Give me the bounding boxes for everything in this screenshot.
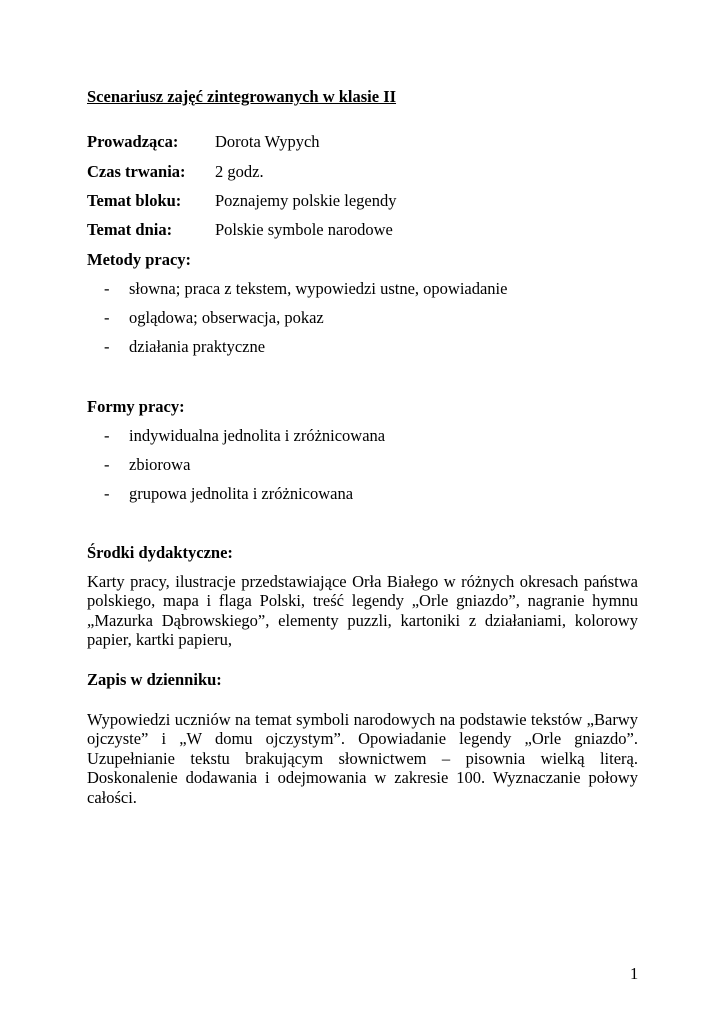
list-item-text: grupowa jednolita i zróżnicowana — [129, 484, 354, 503]
methods-heading: Metody pracy: — [87, 250, 192, 269]
journal-paragraph: Wypowiedzi uczniów na temat symboli narodowych na podstawie tekstów „Barwy ojczyste” i „W domu ojczystym”. Opowiadanie legendy „Orle gniazdo”. Uzupełnianie tekstu brakującym słownictwem – pisownia wielką literą. Doskonalenie dodawania i odejmowania w zakresie 100. Wyznaczanie połowy całości. — [87, 710, 638, 807]
list-item-text: indywidualna jednolita i zróżnicowana — [129, 426, 386, 445]
list-marker: - — [104, 426, 110, 445]
page-number: 1 — [630, 964, 639, 983]
list-item — [104, 308, 507, 337]
field-duration — [87, 162, 264, 182]
list-item — [104, 337, 507, 366]
field-label: Temat bloku: — [87, 191, 182, 210]
list-item — [104, 279, 507, 308]
list-marker: - — [104, 484, 110, 503]
list-marker: - — [104, 455, 110, 474]
list-marker: - — [104, 308, 110, 327]
field-value: 2 godz. — [215, 162, 264, 181]
forms-heading: Formy pracy: — [87, 397, 185, 416]
list-item-text: działania praktyczne — [129, 337, 266, 356]
field-value: Dorota Wypych — [215, 132, 320, 151]
forms-list — [104, 426, 385, 513]
journal-heading: Zapis w dzienniku: — [87, 670, 222, 689]
means-heading: Środki dydaktyczne: — [87, 543, 233, 562]
list-item — [104, 455, 385, 484]
field-value: Poznajemy polskie legendy — [215, 191, 397, 210]
list-item-text: oglądowa; obserwacja, pokaz — [129, 308, 324, 327]
list-item — [104, 484, 385, 513]
field-label: Temat dnia: — [87, 220, 173, 239]
field-teacher — [87, 132, 320, 152]
list-item-text: słowna; praca z tekstem, wypowiedzi ustne, opowiadanie — [129, 279, 508, 298]
list-item-text: zbiorowa — [129, 455, 191, 474]
field-label: Czas trwania: — [87, 162, 186, 181]
document-title: Scenariusz zajęć zintegrowanych w klasie II — [87, 87, 397, 106]
field-value: Polskie symbole narodowe — [215, 220, 393, 239]
field-block-topic — [87, 191, 396, 211]
field-day-topic — [87, 220, 393, 240]
list-item — [104, 426, 385, 455]
list-marker: - — [104, 279, 110, 298]
list-marker: - — [104, 337, 110, 356]
field-label: Prowadząca: — [87, 132, 179, 151]
means-paragraph: Karty pracy, ilustracje przedstawiające Orła Białego w różnych okresach państwa polskiego, mapa i flaga Polski, treść legendy „Orle gniazdo”, nagranie hymnu „Mazurka Dąbrowskiego”, elementy puzzli, kartoniki z działaniami, kolorowy papier, kartki papieru, — [87, 572, 638, 650]
methods-list — [104, 279, 507, 366]
